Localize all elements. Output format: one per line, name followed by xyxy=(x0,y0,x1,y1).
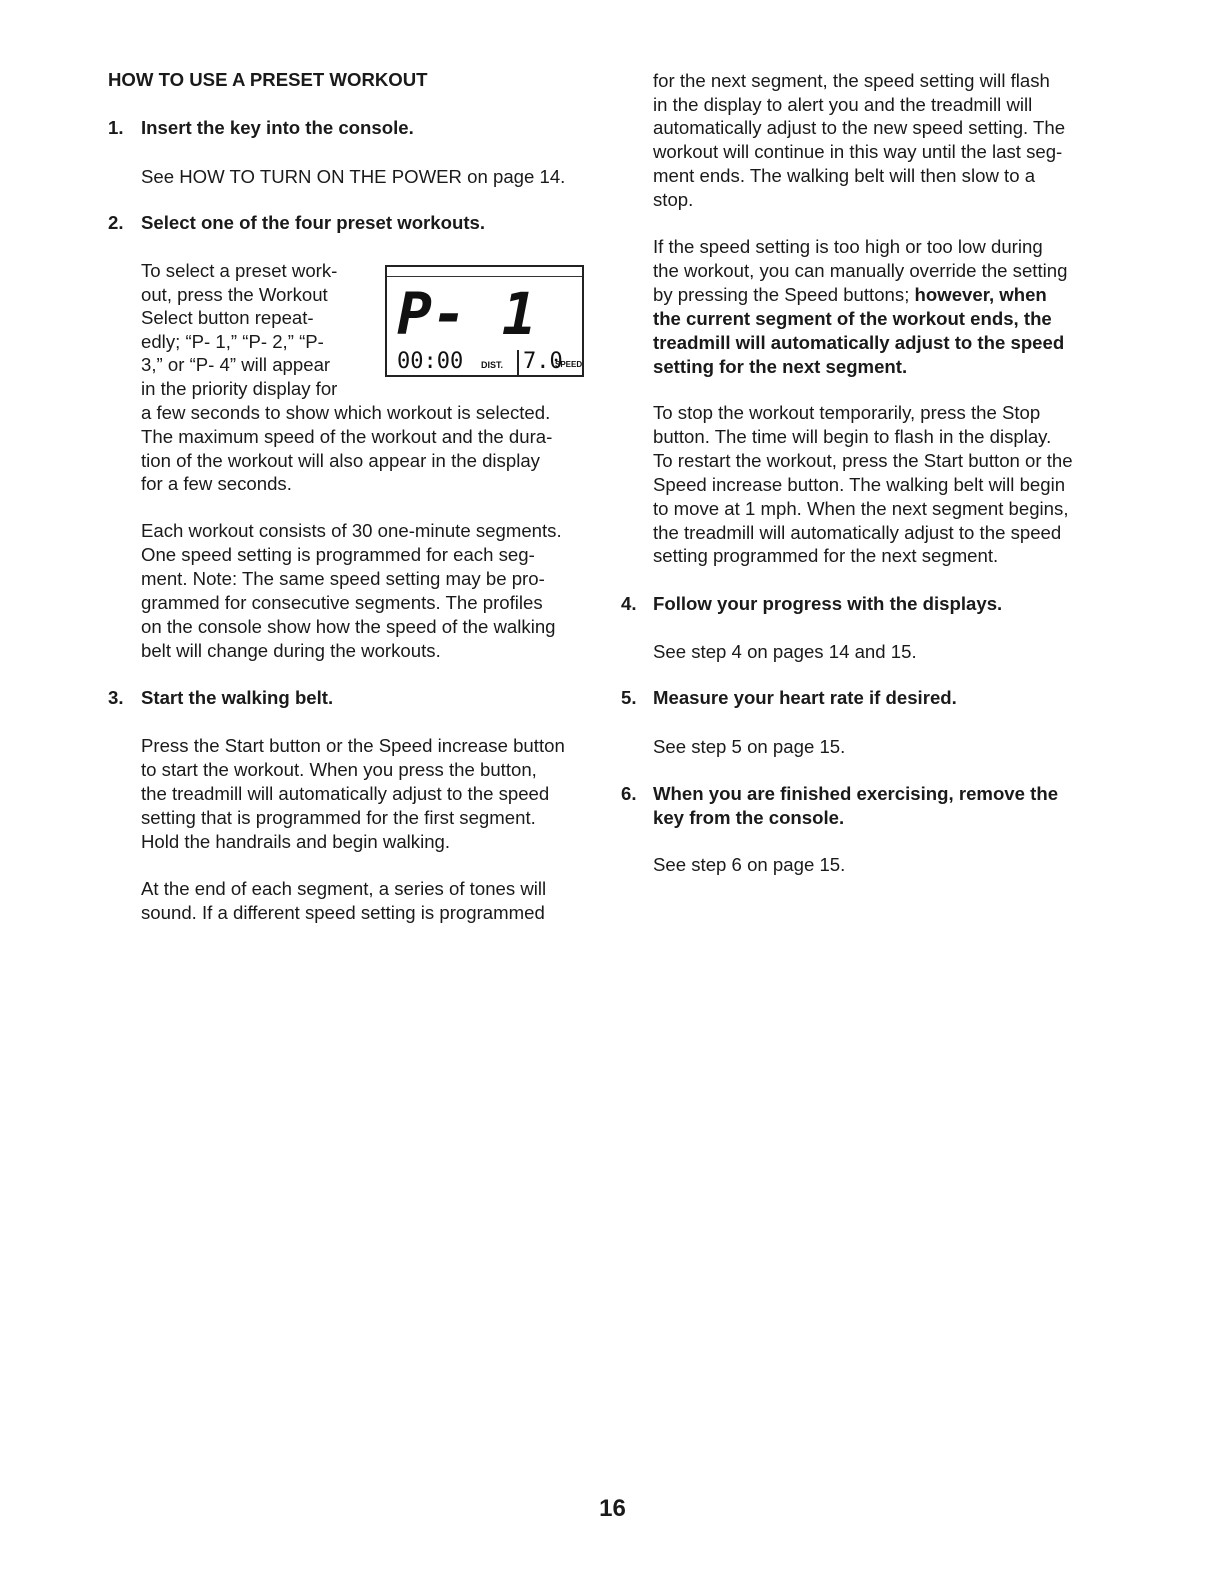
step-3-body-line: Press the Start button or the Speed increase button xyxy=(141,735,565,756)
display-divider xyxy=(517,350,519,377)
step-3-body2-line: sound. If a different speed setting is programmed xyxy=(141,902,545,923)
console-display-illustration xyxy=(385,265,584,377)
step-6-title-line-2: key from the console. xyxy=(653,807,845,828)
right-para-3-line: To stop the workout temporarily, press the Stop xyxy=(653,402,1041,423)
right-para-2-line: the workout, you can manually override the setting xyxy=(653,260,1068,281)
step-2-body2-line: Each workout consists of 30 one-minute segments. xyxy=(141,520,562,541)
step-2-body-line: 3,” or “P- 4” will appear xyxy=(141,354,331,375)
step-1-title: Insert the key into the console. xyxy=(141,117,414,138)
right-para-3-line: button. The time will begin to flash in the display. xyxy=(653,426,1052,447)
right-para-3-line: to move at 1 mph. When the next segment begins, xyxy=(653,498,1069,519)
right-para-1-line: automatically adjust to the new speed setting. The xyxy=(653,117,1066,138)
right-para-2-emphasis: however, when xyxy=(914,284,1047,305)
step-2-body2-line: One speed setting is programmed for each seg- xyxy=(141,544,535,565)
display-speed-value: 7.0 xyxy=(523,349,563,374)
right-para-1-line: stop. xyxy=(653,189,694,210)
section-heading: HOW TO USE A PRESET WORKOUT xyxy=(108,69,428,90)
step-2-body-line: The maximum speed of the workout and the dura- xyxy=(141,426,553,447)
step-2-body-line: out, press the Workout xyxy=(141,284,328,305)
step-5-body: See step 5 on page 15. xyxy=(653,736,846,757)
step-3-body-line: setting that is programmed for the first segment. xyxy=(141,807,536,828)
step-3-body-line: Hold the handrails and begin walking. xyxy=(141,831,451,852)
step-6-body: See step 6 on page 15. xyxy=(653,854,846,875)
right-para-1-line: for the next segment, the speed setting will flash xyxy=(653,70,1050,91)
right-para-3-line: Speed increase button. The walking belt will begin xyxy=(653,474,1066,495)
right-para-1-line: workout will continue in this way until the last seg- xyxy=(653,141,1063,162)
right-para-2-emphasis-line: treadmill will automatically adjust to the speed xyxy=(653,332,1065,353)
step-3-body-line: to start the workout. When you press the button, xyxy=(141,759,537,780)
right-para-1-line: in the display to alert you and the treadmill will xyxy=(653,94,1033,115)
step-2-body-line: Select button repeat- xyxy=(141,307,314,328)
step-2-body-line: edly; “P- 1,” “P- 2,” “P- xyxy=(141,331,324,352)
step-1-number: 1. xyxy=(108,117,124,138)
display-program-readout: P- 1 xyxy=(397,280,537,348)
step-3-body2-line: At the end of each segment, a series of tones will xyxy=(141,878,547,899)
step-5-number: 5. xyxy=(621,687,637,708)
step-5-title: Measure your heart rate if desired. xyxy=(653,687,957,708)
step-2-body-line: To select a preset work- xyxy=(141,260,338,281)
step-4-body: See step 4 on pages 14 and 15. xyxy=(653,641,917,662)
right-para-2-line xyxy=(653,283,1047,307)
step-3-number: 3. xyxy=(108,687,124,708)
step-1-body: See HOW TO TURN ON THE POWER on page 14. xyxy=(141,166,566,187)
display-dist-label: DIST. xyxy=(481,360,504,370)
right-para-2-text: by pressing the Speed buttons; xyxy=(653,284,915,305)
right-para-3-line: the treadmill will automatically adjust to the speed xyxy=(653,522,1062,543)
step-2-body2-line: belt will change during the workouts. xyxy=(141,640,441,661)
step-2-body2-line: ment. Note: The same speed setting may be pro- xyxy=(141,568,545,589)
step-2-body-line: tion of the workout will also appear in the display xyxy=(141,450,540,471)
page-number: 16 xyxy=(599,1495,626,1522)
step-6-number: 6. xyxy=(621,783,637,804)
step-2-body-line: in the priority display for xyxy=(141,378,338,399)
step-2-number: 2. xyxy=(108,212,124,233)
right-para-2-line: If the speed setting is too high or too low during xyxy=(653,236,1043,257)
step-3-title: Start the walking belt. xyxy=(141,687,334,708)
right-para-2-emphasis-line: setting for the next segment. xyxy=(653,356,908,377)
display-top-bar xyxy=(387,267,582,277)
right-para-3-line: setting programmed for the next segment. xyxy=(653,545,999,566)
display-speed-label: SPEED xyxy=(555,360,583,369)
step-6-title-line-1: When you are finished exercising, remove the xyxy=(653,783,1059,804)
right-para-2-emphasis-line: the current segment of the workout ends, the xyxy=(653,308,1052,329)
step-2-body-line: for a few seconds. xyxy=(141,473,292,494)
step-2-body2-line: grammed for consecutive segments. The profiles xyxy=(141,592,543,613)
step-4-title: Follow your progress with the displays. xyxy=(653,593,1003,614)
step-2-body-line: a few seconds to show which workout is selected. xyxy=(141,402,551,423)
right-para-3-line: To restart the workout, press the Start button or the xyxy=(653,450,1073,471)
display-distance-value: 00:00 xyxy=(397,349,464,374)
step-2-title: Select one of the four preset workouts. xyxy=(141,212,486,233)
right-para-1-line: ment ends. The walking belt will then slow to a xyxy=(653,165,1036,186)
step-3-body-line: the treadmill will automatically adjust to the speed xyxy=(141,783,550,804)
step-2-body2-line: on the console show how the speed of the walking xyxy=(141,616,556,637)
step-4-number: 4. xyxy=(621,593,637,614)
